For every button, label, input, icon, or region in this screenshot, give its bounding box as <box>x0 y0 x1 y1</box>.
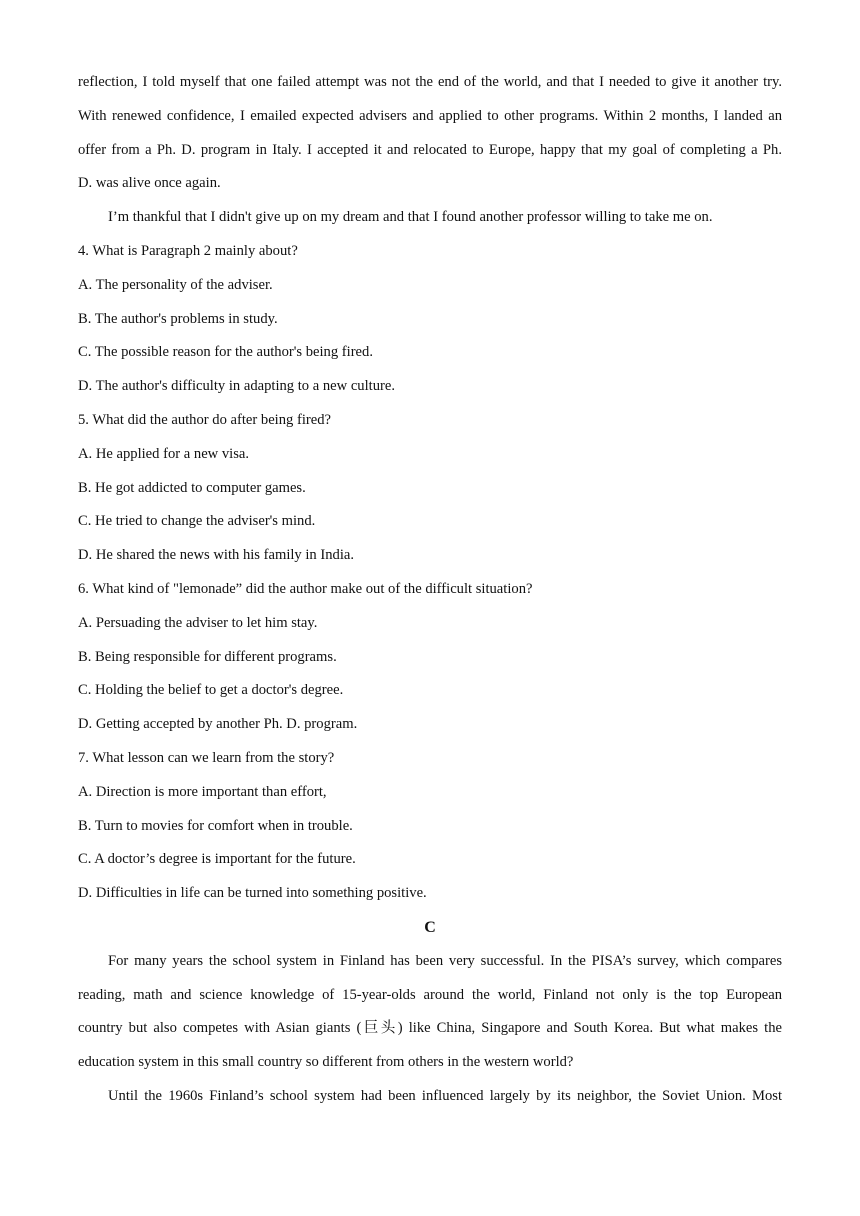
question-7-option-a: A. Direction is more important than effort, <box>78 783 327 800</box>
question-4-stem: 4. What is Paragraph 2 mainly about? <box>78 242 298 259</box>
question-4-option-b: B. The author's problems in study. <box>78 310 278 327</box>
question-6-option-b: B. Being responsible for different programs. <box>78 648 337 665</box>
question-5-option-b: B. He got addicted to computer games. <box>78 479 306 496</box>
question-6-option-a: A. Persuading the adviser to let him stay. <box>78 614 318 631</box>
question-7-option-b: B. Turn to movies for comfort when in trouble. <box>78 817 353 834</box>
paragraph-line: reading, math and science knowledge of 15-year-olds around the world, Finland not only is the top European <box>78 986 782 1003</box>
question-4-option-c: C. The possible reason for the author's being fired. <box>78 344 373 361</box>
paragraph-line: D. was alive once again. <box>78 175 221 192</box>
closing-paragraph: I’m thankful that I didn't give up on my dream and that I found another professor willing to take me on. <box>108 209 713 226</box>
question-4-option-d: D. The author's difficulty in adapting to a new culture. <box>78 378 395 395</box>
paragraph-line: Until the 1960s Finland’s school system had been influenced largely by its neighbor, the Soviet Union. Most <box>108 1087 782 1104</box>
question-6-stem: 6. What kind of "lemonade” did the author make out of the difficult situation? <box>78 580 533 597</box>
paragraph-line: For many years the school system in Finland has been very successful. In the PISA’s survey, which compares <box>108 952 782 969</box>
question-5-option-c: C. He tried to change the adviser's mind. <box>78 513 316 530</box>
question-5-stem: 5. What did the author do after being fired? <box>78 411 332 428</box>
question-7-option-d: D. Difficulties in life can be turned into something positive. <box>78 885 427 902</box>
document-page <box>78 66 782 1114</box>
question-7-option-c: C. A doctor’s degree is important for the future. <box>78 851 356 868</box>
paragraph-line: offer from a Ph. D. program in Italy. I accepted it and relocated to Europe, happy that my goal of completing a Ph. <box>78 141 782 158</box>
paragraph-line: country but also competes with Asian giants (巨头) like China, Singapore and South Korea. But what makes the <box>78 1020 782 1037</box>
paragraph-line: With renewed confidence, I emailed expected advisers and applied to other programs. Within 2 months, I landed an <box>78 107 782 124</box>
question-6-option-c: C. Holding the belief to get a doctor's degree. <box>78 682 344 699</box>
section-c-heading: C <box>424 918 436 936</box>
paragraph-line: education system in this small country so different from others in the western world? <box>78 1054 574 1071</box>
question-7-stem: 7. What lesson can we learn from the story? <box>78 749 335 766</box>
question-5-option-a: A. He applied for a new visa. <box>78 445 250 462</box>
question-5-option-d: D. He shared the news with his family in India. <box>78 547 355 564</box>
question-6-option-d: D. Getting accepted by another Ph. D. program. <box>78 716 358 733</box>
paragraph-line: reflection, I told myself that one failed attempt was not the end of the world, and that I needed to give it another try. <box>78 74 782 90</box>
question-4-option-a: A. The personality of the adviser. <box>78 276 273 293</box>
